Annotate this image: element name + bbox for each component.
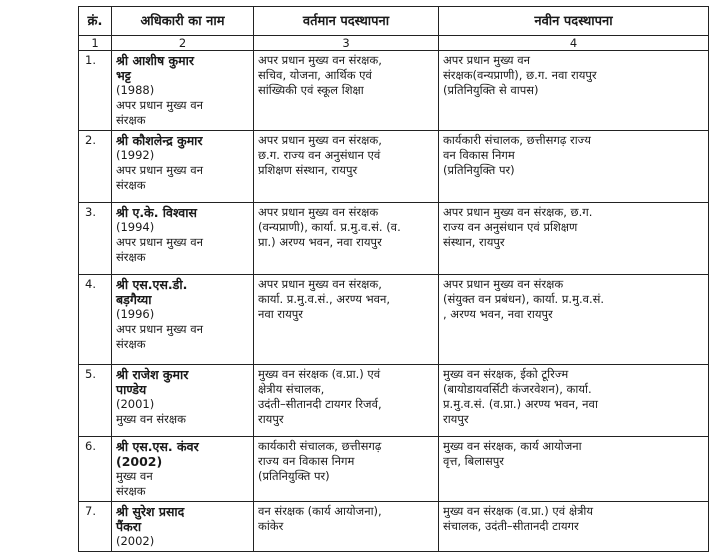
new-posting-line: (संयुक्त वन प्रबंधन), कार्या. प्र.मु.व.सं.	[443, 292, 605, 306]
officer-cell	[112, 203, 254, 275]
new-posting-line: कार्यकारी संचालक, छत्तीसगढ़ राज्य	[443, 133, 591, 147]
header-new-posting: नवीन पदस्थापना	[439, 7, 709, 36]
header-serial-number: क्रं.	[79, 7, 112, 36]
serial-number: 3.	[79, 203, 112, 275]
batch-year: (2001)	[116, 397, 155, 411]
new-posting-line: मुख्य वन संरक्षक (व.प्रा.) एवं क्षेत्रीय	[443, 504, 594, 518]
current-posting	[254, 275, 439, 365]
header-current-posting: वर्तमान पदस्थापना	[254, 7, 439, 36]
current-posting-line: उदंती–सीतानदी टायगर रिजर्व,	[258, 397, 382, 411]
new-posting-line: संरक्षक(वन्यप्राणी), छ.ग. नवा रायपुर	[443, 68, 597, 82]
table-header-row	[79, 7, 709, 36]
current-posting-line: राज्य वन विकास निगम	[258, 454, 355, 468]
new-posting-line: संस्थान, रायपुर	[443, 235, 505, 249]
officer-cell	[112, 131, 254, 203]
serial-number: 5.	[79, 365, 112, 437]
officer-designation: अपर प्रधान मुख्य वन	[116, 98, 204, 112]
officer-cell	[112, 365, 254, 437]
serial-number: 2.	[79, 131, 112, 203]
current-posting-line: मुख्य वन संरक्षक (व.प्रा.) एवं	[258, 367, 381, 381]
new-posting	[439, 51, 709, 131]
current-posting	[254, 131, 439, 203]
batch-year: (2002)	[116, 454, 163, 469]
current-posting-line: छ.ग. राज्य वन अनुसंधान एवं	[258, 148, 381, 162]
current-posting-line: सांख्यिकी एवं स्कूल शिक्षा	[258, 83, 364, 97]
officer-designation: संरक्षक	[116, 178, 146, 192]
current-posting-line: प्रशिक्षण संस्थान, रायपुर	[258, 163, 358, 177]
officer-designation: अपर प्रधान मुख्य वन	[116, 235, 204, 249]
current-posting-line: अपर प्रधान मुख्य वन संरक्षक,	[258, 133, 382, 147]
officer-name: भट्ट	[116, 68, 131, 83]
current-posting-line: कार्यकारी संचालक, छत्तीसगढ़	[258, 439, 382, 453]
column-number: 3	[254, 36, 439, 51]
officer-designation: संरक्षक	[116, 337, 146, 351]
new-posting-line: अपर प्रधान मुख्य वन	[443, 53, 531, 67]
officer-name: श्री ए.के. विश्वास	[116, 205, 197, 220]
new-posting	[439, 365, 709, 437]
batch-year: (1988)	[116, 83, 155, 97]
batch-year: (1994)	[116, 220, 155, 234]
table-row	[79, 203, 709, 275]
table-row	[79, 502, 709, 552]
officer-name: श्री राजेश कुमार	[116, 367, 189, 382]
officer-designation: संरक्षक	[116, 250, 146, 264]
officer-cell	[112, 437, 254, 502]
current-posting-line: वन संरक्षक (कार्य आयोजना),	[258, 504, 382, 518]
current-posting-line: प्रा.) अरण्य भवन, नवा रायपुर	[258, 235, 382, 249]
batch-year: (1996)	[116, 307, 155, 321]
column-number: 4	[439, 36, 709, 51]
table-row	[79, 51, 709, 131]
current-posting	[254, 51, 439, 131]
column-number: 2	[112, 36, 254, 51]
new-posting-line: अपर प्रधान मुख्य वन संरक्षक	[443, 277, 564, 291]
new-posting-line: , अरण्य भवन, नवा रायपुर	[443, 307, 553, 321]
officer-designation: अपर प्रधान मुख्य वन	[116, 322, 204, 336]
new-posting-line: वृत्त, बिलासपुर	[443, 454, 504, 468]
current-posting-line: अपर प्रधान मुख्य वन संरक्षक,	[258, 53, 382, 67]
new-posting	[439, 131, 709, 203]
current-posting-line: अपर प्रधान मुख्य वन संरक्षक	[258, 205, 379, 219]
officer-name: श्री एस.एस.डी.	[116, 277, 188, 292]
current-posting-line: क्षेत्रीय संचालक,	[258, 382, 325, 396]
new-posting-line: मुख्य वन संरक्षक, कार्य आयोजना	[443, 439, 582, 453]
current-posting-line: सचिव, योजना, आर्थिक एवं	[258, 68, 372, 82]
column-number-row	[79, 36, 709, 51]
column-number: 1	[79, 36, 112, 51]
officer-name: श्री एस.एस. कंवर	[116, 439, 199, 454]
new-posting	[439, 203, 709, 275]
new-posting	[439, 502, 709, 552]
new-posting-line: अपर प्रधान मुख्य वन संरक्षक, छ.ग.	[443, 205, 593, 219]
serial-number: 7.	[79, 502, 112, 552]
new-posting-line: (प्रतिनियुक्ति से वापस)	[443, 83, 539, 97]
officer-name: बड़गैय्या	[116, 292, 152, 307]
officer-designation: संरक्षक	[116, 484, 146, 498]
new-posting-line: राज्य वन अनुसंधान एवं प्रशिक्षण	[443, 220, 578, 234]
current-posting-line: नवा रायपुर	[258, 307, 303, 321]
current-posting-line: अपर प्रधान मुख्य वन संरक्षक,	[258, 277, 382, 291]
header-officer-name: अधिकारी का नाम	[112, 7, 254, 36]
current-posting-line: (वन्यप्राणी), कार्या. प्र.मु.व.सं. (व.	[258, 220, 401, 234]
current-posting-line: (प्रतिनियुक्ति पर)	[258, 469, 330, 483]
batch-year: (1992)	[116, 148, 155, 162]
table-row	[79, 131, 709, 203]
new-posting-line: संचालक, उदंती–सीतानदी टायगर	[443, 519, 579, 533]
new-posting	[439, 437, 709, 502]
serial-number: 4.	[79, 275, 112, 365]
current-posting	[254, 203, 439, 275]
officer-cell	[112, 275, 254, 365]
table-row	[79, 437, 709, 502]
new-posting-line: (बायोडायवर्सिटी कंजरवेशन), कार्या.	[443, 382, 592, 396]
officer-name: श्री आशीष कुमार	[116, 53, 194, 68]
new-posting-line: (प्रतिनियुक्ति पर)	[443, 163, 515, 177]
officer-designation: अपर प्रधान मुख्य वन	[116, 163, 204, 177]
batch-year: (2002)	[116, 534, 155, 548]
current-posting-line: रायपुर	[258, 412, 284, 426]
officer-designation: संरक्षक	[116, 113, 146, 127]
transfer-order-table	[78, 6, 709, 552]
current-posting-line: कार्या. प्र.मु.व.सं., अरण्य भवन,	[258, 292, 391, 306]
officer-cell	[112, 51, 254, 131]
serial-number: 6.	[79, 437, 112, 502]
new-posting-line: वन विकास निगम	[443, 148, 515, 162]
current-posting	[254, 437, 439, 502]
new-posting	[439, 275, 709, 365]
table-row	[79, 275, 709, 365]
current-posting-line: कांकेर	[258, 519, 284, 533]
new-posting-line: रायपुर	[443, 412, 469, 426]
current-posting	[254, 502, 439, 552]
new-posting-line: प्र.मु.व.सं. (व.प्रा.) अरण्य भवन, नवा	[443, 397, 598, 411]
officer-name: पाण्डेय	[116, 382, 147, 397]
officer-name: पैंकरा	[116, 519, 142, 534]
table-row	[79, 365, 709, 437]
officer-cell	[112, 502, 254, 552]
officer-designation: मुख्य वन	[116, 469, 153, 483]
current-posting	[254, 365, 439, 437]
officer-designation: मुख्य वन संरक्षक	[116, 412, 186, 426]
officer-name: श्री सुरेश प्रसाद	[116, 504, 185, 519]
officer-name: श्री कौशलेन्द्र कुमार	[116, 133, 203, 148]
new-posting-line: मुख्य वन संरक्षक, ईको टूरिज्म	[443, 367, 569, 381]
serial-number: 1.	[79, 51, 112, 131]
